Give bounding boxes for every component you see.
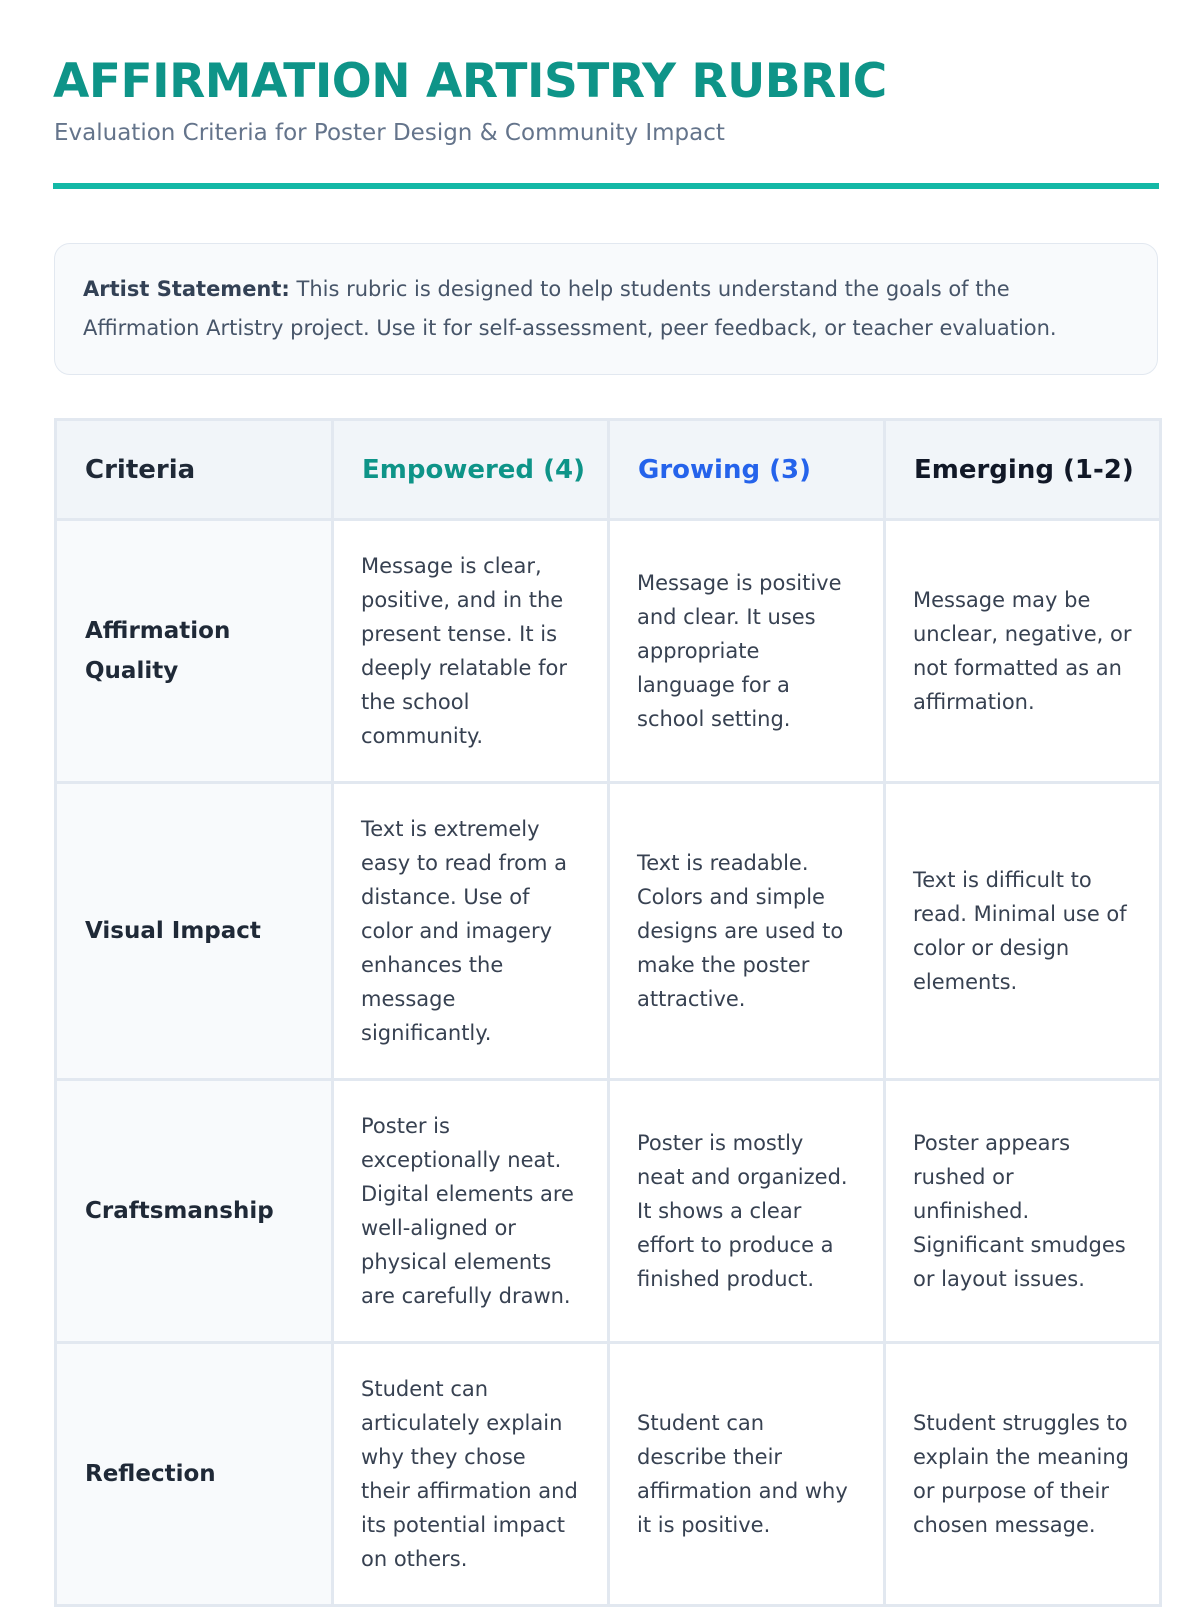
header-empowered: Empowered (4) — [333, 420, 609, 520]
page-title: AFFIRMATION ARTISTRY RUBRIC — [53, 54, 887, 109]
cell-emerging: Poster appears rushed or unfinished. Significant smudges or layout issues. — [885, 1080, 1161, 1343]
artist-statement-lead: Artist Statement: — [83, 277, 290, 301]
cell-growing: Poster is mostly neat and organized. It shows a clear effort to produce a finished product. — [609, 1080, 885, 1343]
header-criteria: Criteria — [56, 420, 333, 520]
cell-emerging: Student struggles to explain the meaning or purpose of their chosen message. — [885, 1343, 1161, 1606]
artist-statement-box — [54, 243, 1158, 375]
header-emerging: Emerging (1-2) — [885, 420, 1161, 520]
cell-empowered: Poster is exceptionally neat. Digital elements are well-aligned or physical elements are carefully drawn. — [333, 1080, 609, 1343]
cell-growing: Student can describe their affirmation and why it is positive. — [609, 1343, 885, 1606]
title-divider — [53, 183, 1159, 189]
cell-growing: Text is readable. Colors and simple designs are used to make the poster attractive. — [609, 783, 885, 1080]
cell-emerging: Message may be unclear, negative, or not formatted as an affirmation. — [885, 520, 1161, 783]
cell-empowered: Message is clear, positive, and in the present tense. It is deeply relatable for the school community. — [333, 520, 609, 783]
rubric-header-row — [56, 420, 1161, 520]
cell-emerging: Text is difficult to read. Minimal use of color or design elements. — [885, 783, 1161, 1080]
table-row — [56, 520, 1161, 783]
table-row — [56, 1080, 1161, 1343]
header-growing: Growing (3) — [609, 420, 885, 520]
criterion-affirmation-quality: Affirmation Quality — [56, 520, 333, 783]
page-subtitle: Evaluation Criteria for Poster Design & Community Impact — [54, 120, 725, 146]
cell-empowered: Text is extremely easy to read from a distance. Use of color and imagery enhances the message significantly. — [333, 783, 609, 1080]
criterion-reflection: Reflection — [56, 1343, 333, 1606]
table-row — [56, 1343, 1161, 1606]
artist-statement-body: This rubric is designed to help students understand the goals of the Affirmation Artistry project. Use it for self-assessment, peer feedback, or teacher evaluation. — [83, 277, 1057, 340]
table-row — [56, 783, 1161, 1080]
cell-growing: Message is positive and clear. It uses appropriate language for a school setting. — [609, 520, 885, 783]
criterion-craftsmanship: Craftsmanship — [56, 1080, 333, 1343]
criterion-visual-impact: Visual Impact — [56, 783, 333, 1080]
cell-empowered: Student can articulately explain why they chose their affirmation and its potential impact on others. — [333, 1343, 609, 1606]
rubric-table — [54, 418, 1162, 1607]
